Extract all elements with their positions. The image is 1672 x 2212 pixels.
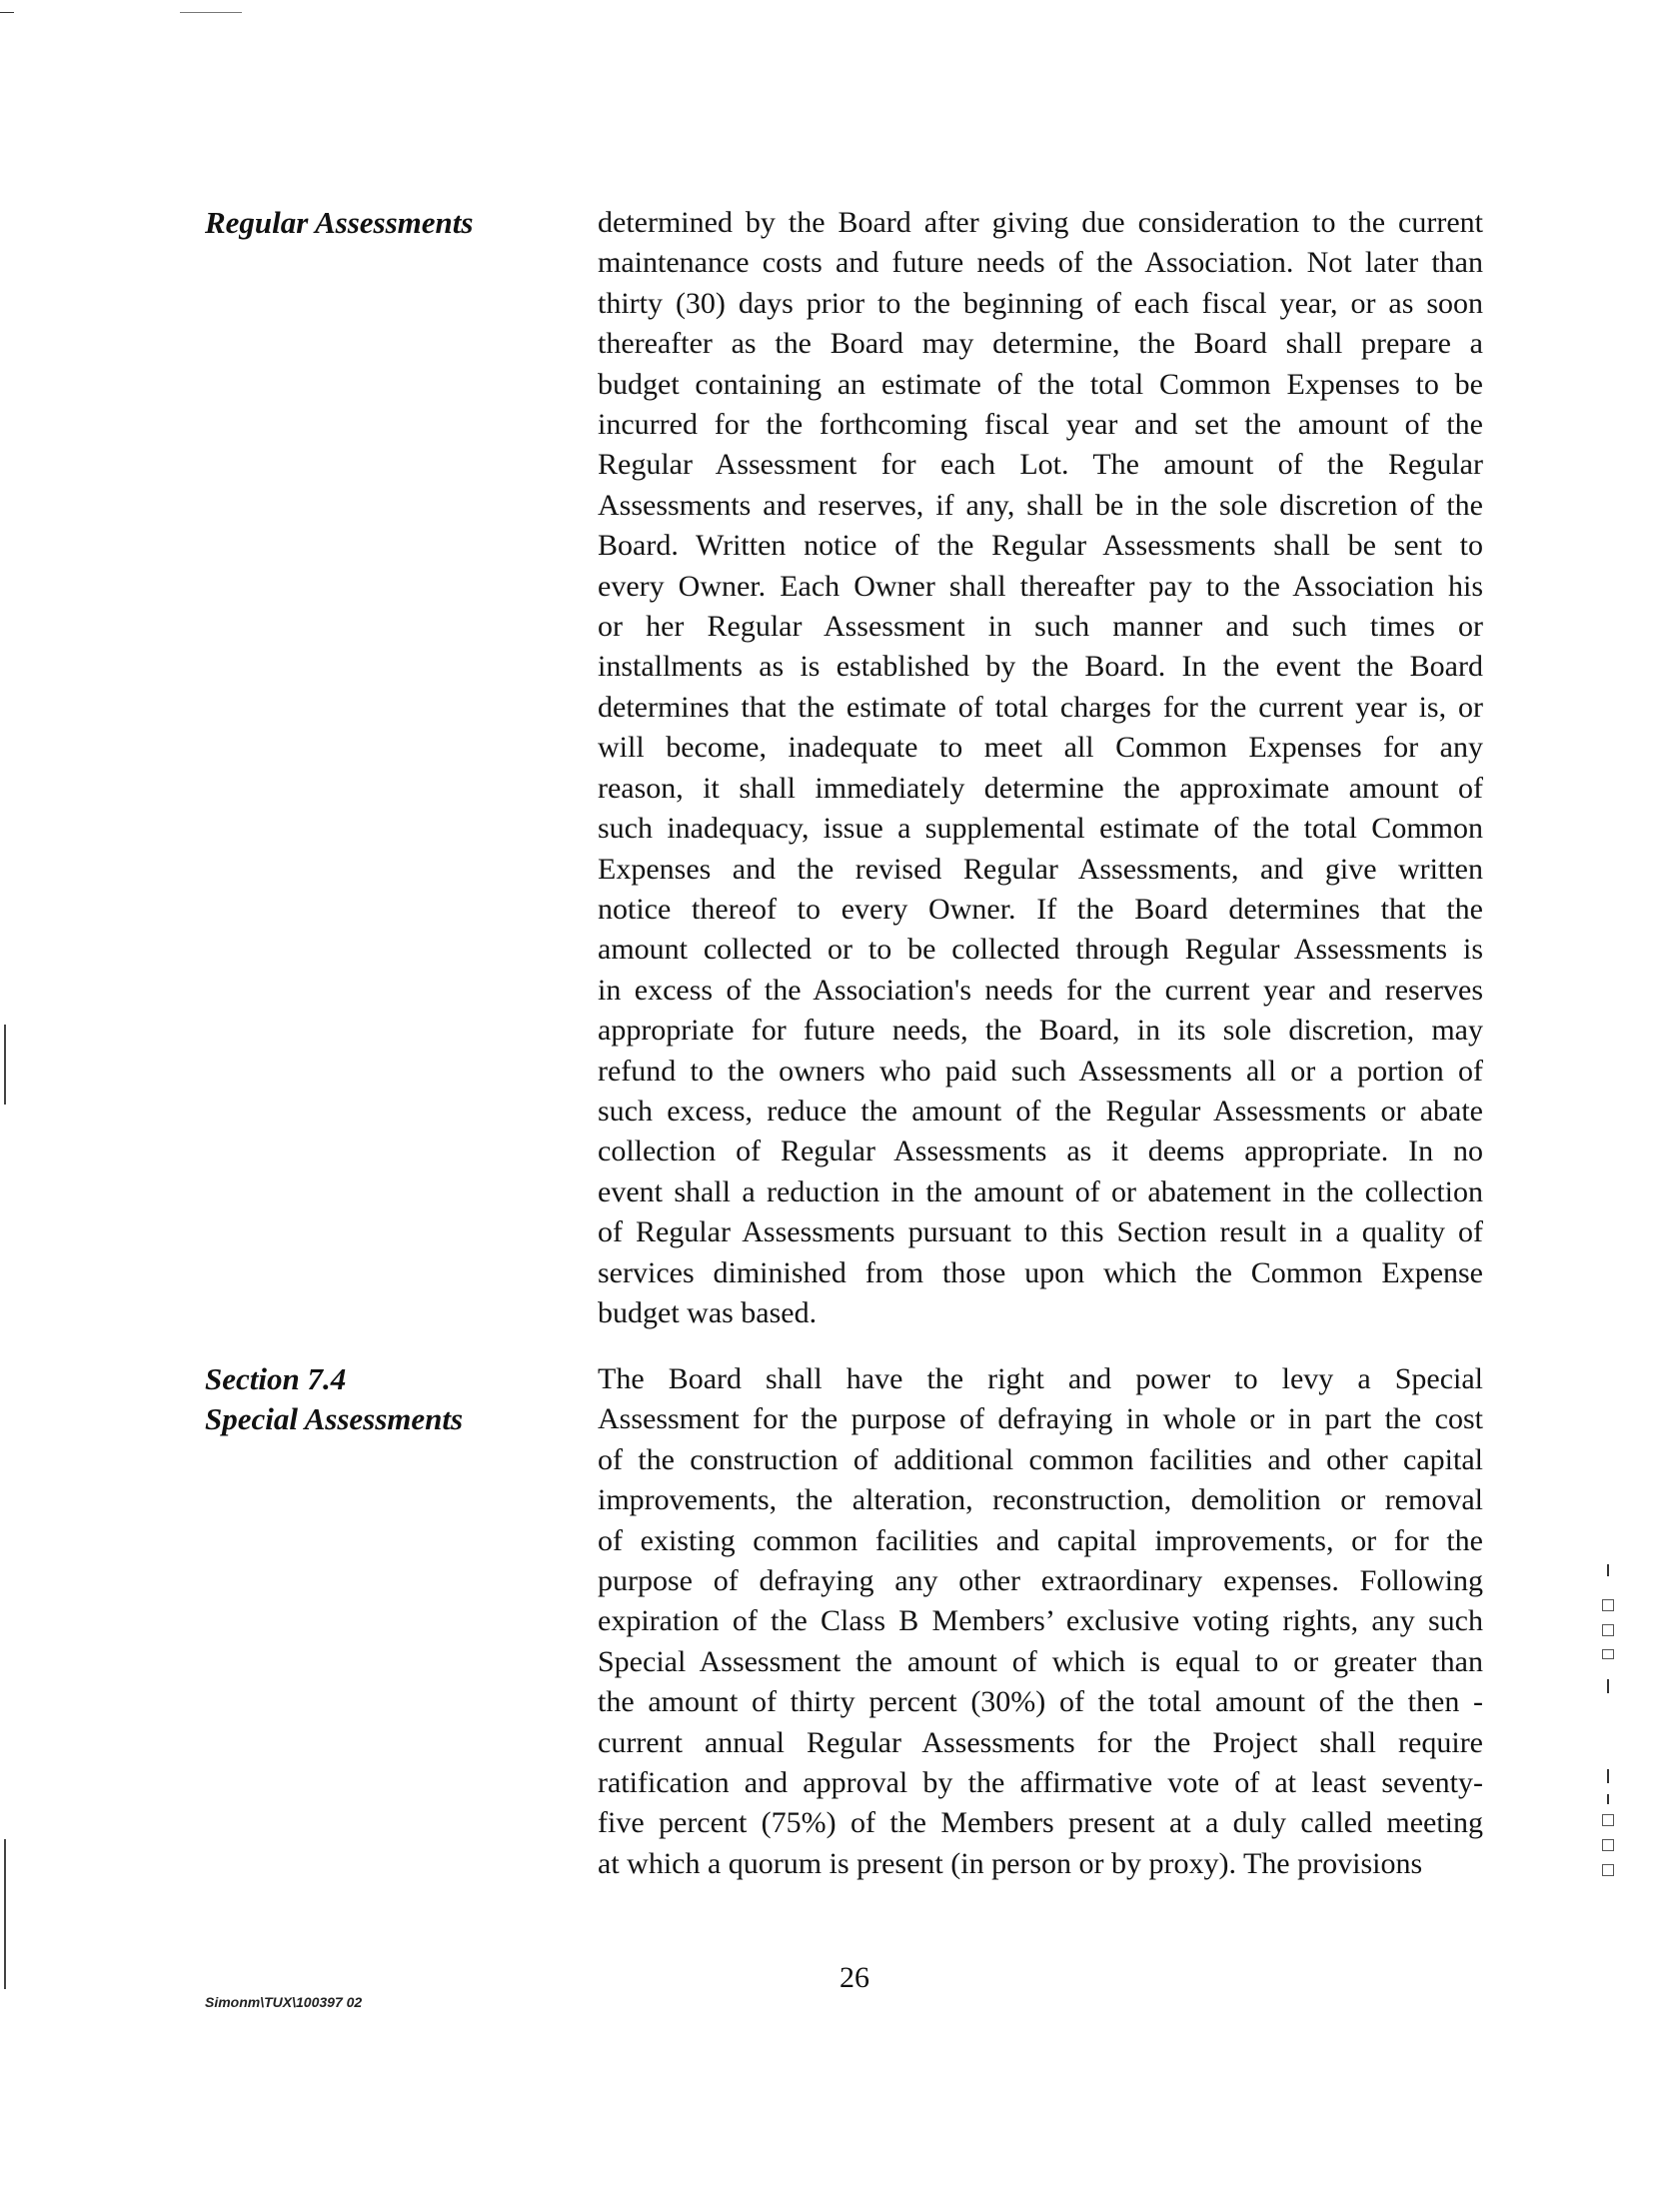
body-line: Expenses and the revised Regular Assessments, and give written [598, 852, 1483, 886]
body-line: expiration of the Class B Members’ exclusive voting rights, any such [598, 1604, 1483, 1638]
body-line: purpose of defraying any other extraordinary expenses. Following [598, 1564, 1483, 1598]
body-line: at which a quorum is present (in person or by proxy). The provisions [598, 1846, 1423, 1880]
section-heading-regular-assessments [205, 203, 473, 243]
stamp-mark [1607, 1564, 1609, 1576]
body-line: Assessments and reserves, if any, shall be in the sole discretion of the [598, 488, 1483, 522]
body-line: incurred for the forthcoming fiscal year and set the amount of the [598, 408, 1483, 442]
scan-mark-left-1 [4, 1025, 6, 1105]
body-line: improvements, the alteration, reconstruction, demolition or removal [598, 1483, 1483, 1517]
body-line: or her Regular Assessment in such manner and such times or [598, 610, 1483, 644]
body-line: Regular Assessment for each Lot. The amount of the Regular [598, 448, 1483, 482]
body-line: will become, inadequate to meet all Common Expenses for any [598, 731, 1483, 765]
body-line: budget was based. [598, 1295, 818, 1329]
body-line: of the construction of additional common facilities and other capital [598, 1442, 1483, 1476]
body-line: event shall a reduction in the amount of or abatement in the collection [598, 1174, 1483, 1208]
page-number: 26 [839, 1961, 869, 1994]
body-line: Special Assessment the amount of which is equal to or greater than [598, 1644, 1483, 1678]
stamp-mark [1602, 1839, 1614, 1851]
stamp-mark [1607, 1679, 1609, 1693]
section-body-special-assessments [598, 1359, 1483, 1884]
body-line: budget containing an estimate of the total Common Expenses to be [598, 367, 1483, 401]
body-line: notice thereof to every Owner. If the Board determines that the [598, 892, 1483, 926]
body-line: such inadequacy, issue a supplemental estimate of the total Common [598, 812, 1483, 846]
section-heading-special-assessments [205, 1359, 463, 1439]
body-line: every Owner. Each Owner shall thereafter pay to the Association his [598, 569, 1483, 603]
heading-line: Special Assessments [205, 1401, 464, 1436]
stamp-mark [1602, 1864, 1614, 1876]
body-line: services diminished from those upon which the Common Expense [598, 1255, 1483, 1289]
body-line: determined by the Board after giving due consideration to the current [598, 206, 1483, 239]
body-line: Assessment for the purpose of defraying in whole or in part the cost [598, 1402, 1483, 1436]
scan-mark-top [180, 12, 242, 13]
stamp-mark [1602, 1649, 1614, 1659]
body-line: maintenance costs and future needs of the Association. Not later than [598, 246, 1483, 280]
body-line: thereafter as the Board may determine, the Board shall prepare a [598, 327, 1483, 361]
section-body-regular-assessments [598, 203, 1483, 1333]
stamp-mark [1602, 1624, 1614, 1636]
body-line: current annual Regular Assessments for the Project shall require [598, 1725, 1483, 1759]
body-line: The Board shall have the right and power to levy a Special [598, 1362, 1483, 1395]
body-line: amount collected or to be collected through Regular Assessments is [598, 933, 1483, 967]
body-line: such excess, reduce the amount of the Regular Assessments or abate [598, 1094, 1483, 1127]
heading-line: Regular Assessments [205, 205, 474, 240]
stamp-mark [1607, 1769, 1609, 1783]
body-line: reason, it shall immediately determine the approximate amount of [598, 771, 1483, 805]
body-line: five percent (75%) of the Members present at a duly called meeting [598, 1806, 1483, 1840]
body-line: refund to the owners who paid such Assessments all or a portion of [598, 1054, 1483, 1088]
stamp-mark [1602, 1599, 1614, 1611]
stamp-mark [1607, 1794, 1609, 1804]
body-line: of existing common facilities and capital improvements, or for the [598, 1523, 1483, 1557]
stamp-mark [1602, 1814, 1614, 1826]
body-line: Board. Written notice of the Regular Assessments shall be sent to [598, 529, 1483, 563]
body-line: of Regular Assessments pursuant to this Section result in a quality of [598, 1215, 1483, 1249]
body-line: in excess of the Association's needs for the current year and reserves [598, 973, 1483, 1007]
heading-line: Section 7.4 [205, 1361, 347, 1396]
body-line: collection of Regular Assessments as it deems appropriate. In no [598, 1134, 1483, 1168]
body-line: appropriate for future needs, the Board, in its sole discretion, may [598, 1014, 1483, 1048]
body-line: thirty (30) days prior to the beginning of each fiscal year, or as soon [598, 286, 1483, 320]
body-line: ratification and approval by the affirmative vote of at least seventy- [598, 1766, 1483, 1800]
scan-mark-top-left [0, 12, 14, 13]
footer-document-id: Simonm\TUX\100397 02 [205, 1994, 363, 2010]
body-line: the amount of thirty percent (30%) of the total amount of the then - [598, 1685, 1483, 1719]
body-line: determines that the estimate of total charges for the current year is, or [598, 690, 1483, 724]
body-line: installments as is established by the Board. In the event the Board [598, 650, 1483, 684]
scan-mark-left-2 [4, 1839, 6, 1989]
